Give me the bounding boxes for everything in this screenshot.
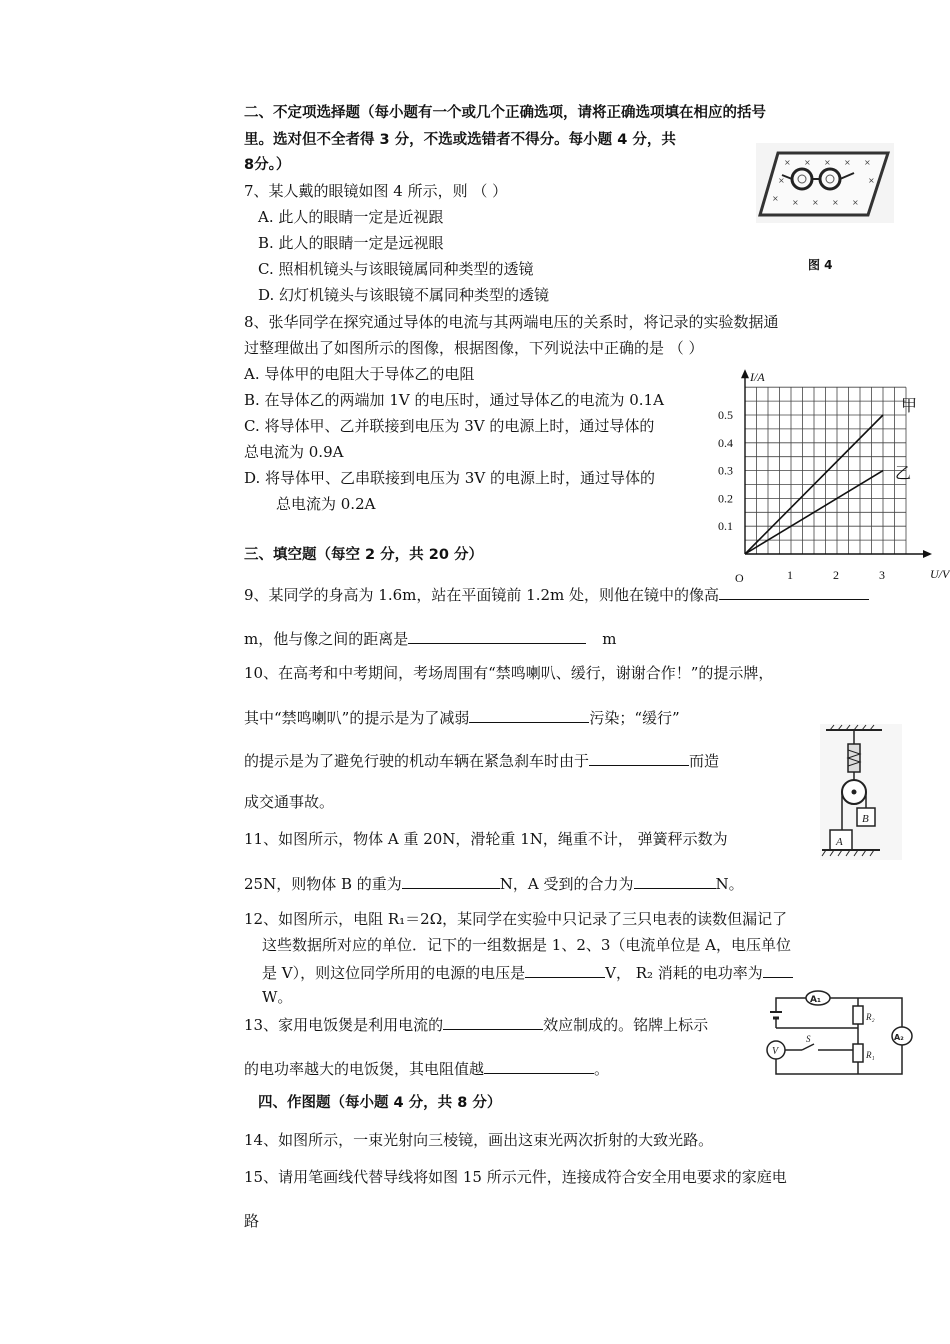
q9-text2a: m，他与像之间的距离是 (244, 630, 409, 648)
q8-stem-line2: 过整理做出了如图所示的图像，根据图像，下列说法中正确的是 （ ） (244, 339, 704, 357)
svg-text:×: × (832, 198, 839, 207)
q9-line2 (244, 627, 616, 649)
q8-option-c-line2: 总电流为 0.9A (244, 443, 344, 461)
circuit-label-r2: R₂ (866, 1012, 875, 1022)
circuit-label-r1: R₁ (866, 1050, 875, 1060)
q15-line1: 15、请用笔画线代替导线将如图 15 所示元件，连接成符合安全用电要求的家庭电 (244, 1168, 787, 1186)
q7-option-b: B. 此人的眼睛一定是远视眼 (258, 234, 444, 252)
figure-4-label: 图 4 (808, 258, 833, 272)
q11-line2 (244, 872, 744, 894)
svg-text:×: × (844, 158, 851, 167)
q10-text3b: 而造 (689, 752, 720, 770)
pulley-label-a: A (836, 836, 843, 848)
q9-text1: 9、某同学的身高为 1.6m，站在平面镜前 1.2m 处，则他在镜中的像高 (244, 586, 720, 604)
x-tick-label: 3 (879, 568, 885, 582)
section2-heading-line2: 里。选对但不全者得 3 分，不选或选错者不得分。每小题 4 分，共 (244, 132, 676, 148)
circuit-figure (762, 990, 912, 1082)
svg-text:×: × (804, 158, 811, 167)
circuit-label-s: S (806, 1034, 811, 1044)
q11-line1: 11、如图所示，物体 A 重 20N，滑轮重 1N，绳重不计， 弹簧秤示数为 (244, 830, 728, 848)
q12-line2: 这些数据所对应的单位．记下的一组数据是 1、2、3（电流单位是 A，电压单位 (262, 936, 792, 954)
svg-text:×: × (864, 158, 871, 167)
q12-line3 (262, 961, 793, 983)
y-tick-label: 0.4 (718, 435, 733, 450)
current-voltage-chart (712, 368, 950, 593)
q11-blank-weight-b[interactable] (402, 872, 500, 889)
q8-option-c-line1: C. 将导体甲、乙并联接到电压为 3V 的电源上时，通过导体的 (244, 417, 655, 435)
origin-label: O (735, 571, 744, 585)
q8-option-d-line1: D. 将导体甲、乙串联接到电压为 3V 的电源上时，通过导体的 (244, 469, 655, 487)
q7-stem: 7、某人戴的眼镜如图 4 所示，则 （ ） (244, 182, 508, 200)
q8-option-a: A. 导体甲的电阻大于导体乙的电阻 (244, 365, 475, 383)
x-axis-label: U/V (930, 567, 950, 581)
q13-text1a: 13、家用电饭煲是利用电流的 (244, 1016, 444, 1034)
q12-line4: W。 (262, 988, 293, 1006)
svg-text:×: × (778, 176, 785, 185)
q10-line1: 10、在高考和中考期间，考场周围有“禁鸣喇叭、缓行，谢谢合作！”的提示牌， (244, 664, 774, 682)
section3-heading: 三、填空题（每空 2 分，共 20 分） (244, 547, 483, 563)
q9-text2b: m (602, 630, 617, 648)
y-tick-label: 0.3 (718, 463, 733, 478)
series-label: 甲 (901, 396, 918, 415)
q12-blank-voltage[interactable] (525, 961, 605, 978)
x-tick-label: 1 (787, 568, 793, 582)
q13-blank-resistance[interactable] (484, 1057, 594, 1074)
y-axis-arrow (741, 369, 749, 378)
q12-line1: 12、如图所示，电阻 R₁＝2Ω，某同学在实验中只记录了三只电表的读数但漏记了 (244, 910, 788, 928)
q7-option-c: C. 照相机镜头与该眼镜属同种类型的透镜 (258, 260, 534, 278)
q9-blank-height[interactable] (719, 583, 869, 600)
q12-text3b: V， R₂ 消耗的电功率为 (605, 964, 763, 982)
q10-blank-inertia[interactable] (589, 749, 689, 766)
section2-heading-line1: 二、不定项选择题（每小题有一个或几个正确选项，请将正确选项填在相应的括号 (244, 105, 766, 121)
circuit-label-a2: A₂ (894, 1033, 904, 1042)
q8-option-d-line2: 总电流为 0.2A (276, 495, 376, 513)
q9-blank-distance[interactable] (408, 627, 586, 644)
glasses-figure (756, 143, 894, 223)
pulley-figure (820, 724, 902, 860)
q12-text3a: 是 V），则这位同学所用的电源的电压是 (262, 964, 526, 982)
q12-blank-power[interactable] (763, 961, 793, 978)
chart-series (745, 396, 917, 554)
q10-line4: 成交通事故。 (244, 793, 335, 811)
svg-text:×: × (772, 194, 779, 203)
pulley-label-b: B (862, 813, 869, 825)
q13-text2a: 的电功率越大的电饭煲，其电阻值越 (244, 1060, 485, 1078)
q10-text2a: 其中“禁鸣喇叭”的提示是为了减弱 (244, 709, 470, 727)
y-tick-label: 0.1 (718, 519, 733, 534)
q9-line1 (244, 583, 869, 605)
q7-option-a: A. 此人的眼睛一定是近视跟 (258, 208, 444, 226)
svg-text:×: × (792, 198, 799, 207)
q15-line2: 路 (244, 1212, 260, 1230)
q8-stem-line1: 8、张华同学在探究通过导体的电流与其两端电压的关系时，将记录的实验数据通 (244, 313, 779, 331)
circuit-label-v: V (772, 1046, 779, 1057)
svg-text:×: × (812, 198, 819, 207)
x-axis-arrow (923, 550, 932, 558)
y-tick-label: 0.5 (718, 408, 733, 422)
q13-blank-effect[interactable] (443, 1013, 543, 1030)
svg-text:×: × (852, 198, 859, 207)
series-label: 乙 (895, 463, 912, 483)
svg-text:×: × (824, 158, 831, 167)
y-axis-label: I/A (750, 370, 765, 385)
q13-text1b: 效应制成的。铭牌上标示 (543, 1016, 709, 1034)
q8-option-b: B. 在导体乙的两端加 1V 的电压时，通过导体乙的电流为 0.1A (244, 391, 664, 409)
y-tick-label: 0.2 (718, 491, 733, 506)
q10-text2b: 污染；“缓行” (589, 709, 680, 727)
q11-text2c: N。 (715, 875, 744, 893)
q13-line2 (244, 1057, 609, 1079)
q13-line1 (244, 1013, 708, 1035)
q11-blank-net-force[interactable] (634, 872, 716, 889)
q11-text2b: N，A 受到的合力为 (499, 875, 634, 893)
section2-heading-line3: 8分。） (244, 157, 291, 173)
q10-text3a: 的提示是为了避免行驶的机动车辆在紧急刹车时由于 (244, 752, 590, 770)
q13-text2b: 。 (594, 1060, 610, 1078)
q7-option-d: D. 幻灯机镜头与该眼镜不属同种类型的透镜 (258, 286, 550, 304)
svg-text:×: × (868, 176, 875, 185)
q10-line2 (244, 706, 680, 728)
q10-line3 (244, 749, 719, 771)
section4-heading: 四、作图题（每小题 4 分，共 8 分） (258, 1095, 502, 1111)
x-tick-label: 2 (833, 568, 839, 582)
svg-text:×: × (784, 158, 791, 167)
circuit-label-a1: A₁ (810, 995, 821, 1005)
q10-blank-noise[interactable] (469, 706, 589, 723)
q14-line1: 14、如图所示，一束光射向三棱镜，画出这束光两次折射的大致光路。 (244, 1131, 714, 1149)
q11-text2a: 25N，则物体 B 的重为 (244, 875, 402, 893)
